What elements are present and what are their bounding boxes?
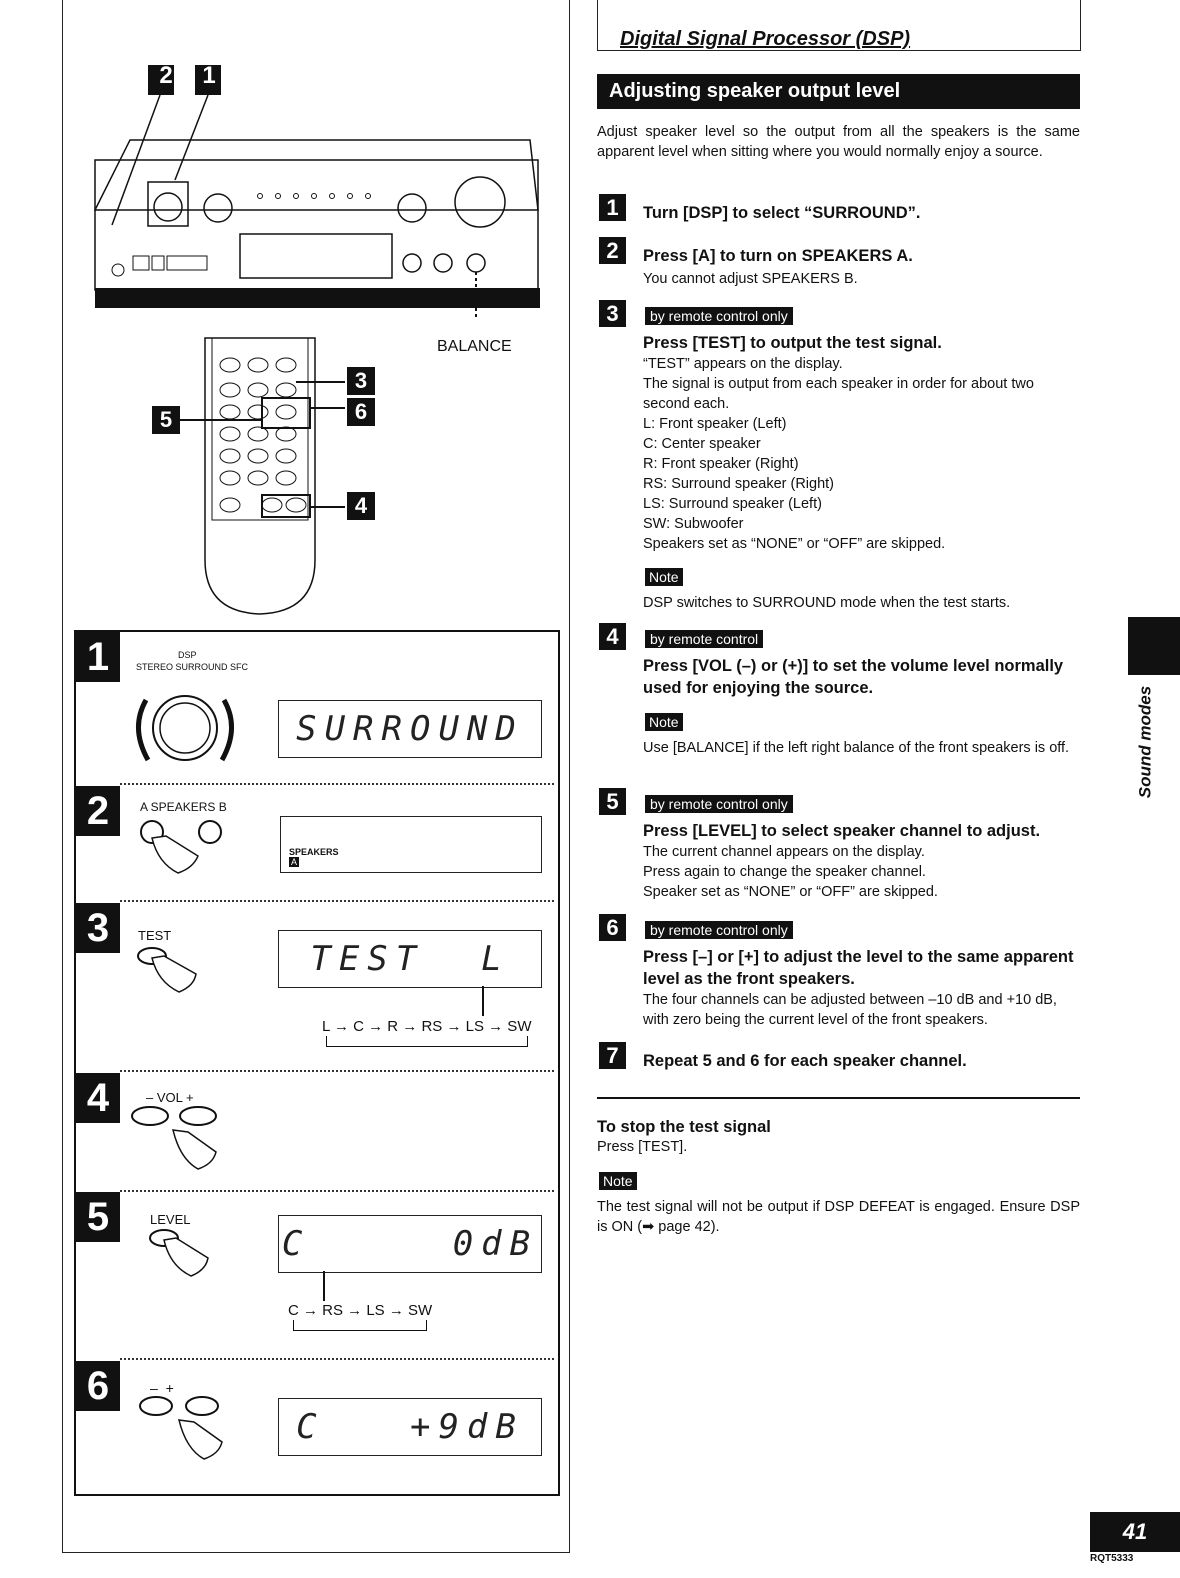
step-1-title: Turn [DSP] to select “SURROUND”.: [643, 204, 921, 222]
sequence-return-5: [293, 1320, 427, 1331]
lcd-speakers-badge: A: [291, 857, 298, 867]
hand-press-icon: [138, 818, 228, 878]
dsp-modes-label: STEREO SURROUND SFC: [136, 662, 249, 672]
side-tab: [1128, 617, 1180, 675]
stop-note: The test signal will not be output if DSP DEFEAT is engaged. Ensure DSP is ON (➡ page 42).: [597, 1199, 1080, 1235]
section-heading-bar: [597, 74, 1080, 109]
step-3-details: [643, 354, 1080, 554]
left-step-6-badge: 6: [76, 1361, 120, 1411]
step-3-number: 3: [599, 300, 626, 327]
lcd-step-1-text: SURROUND: [296, 709, 524, 749]
step-4-note-label: Note: [645, 713, 683, 731]
step-3-line: RS: Surround speaker (Right): [643, 476, 834, 492]
step-5-line: Speaker set as “NONE” or “OFF” are skipped.: [643, 884, 938, 900]
lcd-step-6-text: C +9dB: [296, 1407, 524, 1447]
stop-heading: To stop the test signal: [597, 1118, 771, 1136]
minus-plus-buttons: [134, 1394, 234, 1464]
dsp-label: DSP: [178, 650, 197, 660]
section-title: Digital Signal Processor (DSP): [620, 28, 911, 50]
left-step-3-badge: 3: [76, 903, 120, 953]
remote-callout-4: 4: [347, 492, 375, 520]
receiver-diagram: [90, 60, 550, 320]
remote-callout-5: 5: [152, 406, 180, 434]
left-step-1-badge: 1: [76, 632, 120, 682]
remote-callout-6: 6: [347, 398, 375, 426]
hand-press-icon: [134, 1394, 234, 1464]
step-5-title: Press [LEVEL] to select speaker channel to adjust.: [643, 822, 1041, 840]
lcd-step-6: [278, 1398, 542, 1456]
stop-note-label: Note: [599, 1172, 637, 1190]
page-number-box: [1090, 1512, 1180, 1552]
side-tab-label-wrap: [1132, 685, 1160, 805]
divider-3: [120, 1070, 554, 1072]
step-2-number: 2: [599, 237, 626, 264]
step-3-line: “TEST” appears on the display.: [643, 356, 843, 372]
level-button-hand: [146, 1226, 216, 1278]
step-4-note: Use [BALANCE] if the left right balance of the front speakers is off.: [643, 740, 1070, 756]
step-5-remote-tag: by remote control only: [645, 795, 793, 813]
step-7-title: Repeat 5 and 6 for each speaker channel.: [643, 1052, 967, 1070]
step-6-remote-tag: by remote control only: [645, 921, 793, 939]
step-5-details: [643, 842, 1080, 902]
receiver-illustration: [90, 60, 550, 320]
step-5-number: 5: [599, 788, 626, 815]
step-4-title: Press [VOL (–) or (+)] to set the volume level normally used for enjoying the source.: [643, 657, 1064, 697]
lcd-step-5-text: C 0dB: [281, 1224, 539, 1264]
left-step-2-badge: 2: [76, 786, 120, 836]
step-3-title: Press [TEST] to output the test signal.: [643, 334, 942, 352]
minus-plus-label: – +: [150, 1380, 174, 1396]
speaker-sequence-3: L → C → R → RS → LS → SW: [322, 1018, 532, 1035]
remote-callout-3: 3: [347, 367, 375, 395]
test-button-hand: [134, 944, 204, 994]
step-3-line: R: Front speaker (Right): [643, 456, 799, 472]
level-button-label: LEVEL: [150, 1212, 191, 1227]
section-heading: Adjusting speaker output level: [609, 80, 901, 102]
step-3-line: LS: Surround speaker (Left): [643, 496, 822, 512]
step-3-note-label: Note: [645, 568, 683, 586]
step-3-line: SW: Subwoofer: [643, 516, 744, 532]
page-number: 41: [1122, 1519, 1148, 1544]
step-3-line: Speakers set as “NONE” or “OFF” are skipped.: [643, 536, 946, 552]
step-6-number: 6: [599, 914, 626, 941]
sequence-line-3: [482, 986, 484, 1016]
hand-press-icon: [146, 1226, 216, 1278]
sequence-line-5: [323, 1271, 325, 1301]
divider-1: [120, 783, 554, 785]
divider-2: [120, 900, 554, 902]
step-4-number: 4: [599, 623, 626, 650]
step-3-line: The signal is output from each speaker in order for about two second each.: [643, 376, 1034, 412]
lcd-step-2: [280, 816, 542, 873]
left-step-4-badge: 4: [76, 1073, 120, 1123]
left-step-5-badge: 5: [76, 1192, 120, 1242]
dsp-knob: [130, 680, 240, 770]
hand-press-icon: [128, 1104, 228, 1174]
sequence-return-3: [326, 1036, 528, 1047]
step-3-remote-tag: by remote control only: [645, 307, 793, 325]
side-tab-label: Sound modes: [1135, 685, 1155, 799]
lcd-step-3: [278, 930, 542, 988]
callout-2: 2: [159, 62, 173, 89]
lcd-step-5: [278, 1215, 542, 1273]
step-2-title: Press [A] to turn on SPEAKERS A.: [643, 247, 913, 265]
step-3-note: DSP switches to SURROUND mode when the test starts.: [643, 595, 1011, 611]
step-2-text: You cannot adjust SPEAKERS B.: [643, 271, 858, 287]
lcd-speakers-text: SPEAKERS: [289, 847, 339, 857]
stop-text: Press [TEST].: [597, 1139, 688, 1155]
hand-press-icon: [134, 944, 204, 994]
step-6-text: The four channels can be adjusted between –10 dB and +10 dB, with zero being the current level of the front speakers.: [643, 992, 1057, 1028]
lcd-step-1: [278, 700, 542, 758]
step-6-title: Press [–] or [+] to adjust the level to the same apparent level as the front speakers.: [643, 948, 1074, 988]
divider-5: [120, 1358, 554, 1360]
vol-buttons: [128, 1104, 228, 1174]
step-5-line: The current channel appears on the display.: [643, 844, 925, 860]
step-5-line: Press again to change the speaker channel.: [643, 864, 926, 880]
step-3-line: C: Center speaker: [643, 436, 761, 452]
divider-4: [120, 1190, 554, 1192]
step-3-line: L: Front speaker (Left): [643, 416, 787, 432]
step-7-number: 7: [599, 1042, 626, 1069]
callout-1: 1: [202, 62, 216, 89]
lcd-step-3-text: TEST L: [310, 939, 510, 979]
speaker-sequence-5: C → RS → LS → SW: [288, 1302, 433, 1319]
section-divider: [597, 1097, 1080, 1099]
step-1-number: 1: [599, 194, 626, 221]
speakers-buttons: [138, 818, 228, 878]
test-button-label: TEST: [138, 928, 172, 943]
balance-label: BALANCE: [437, 338, 512, 355]
vol-label: – VOL +: [146, 1090, 194, 1105]
step-4-remote-tag: by remote control: [645, 630, 763, 648]
intro-paragraph: Adjust speaker level so the output from all the speakers is the same apparent level when sitting where you would normally enjoy a source.: [597, 124, 1080, 160]
dsp-knob-icon: [130, 680, 240, 770]
speakers-label: A SPEAKERS B: [140, 800, 227, 814]
doc-code: RQT5333: [1090, 1553, 1134, 1564]
